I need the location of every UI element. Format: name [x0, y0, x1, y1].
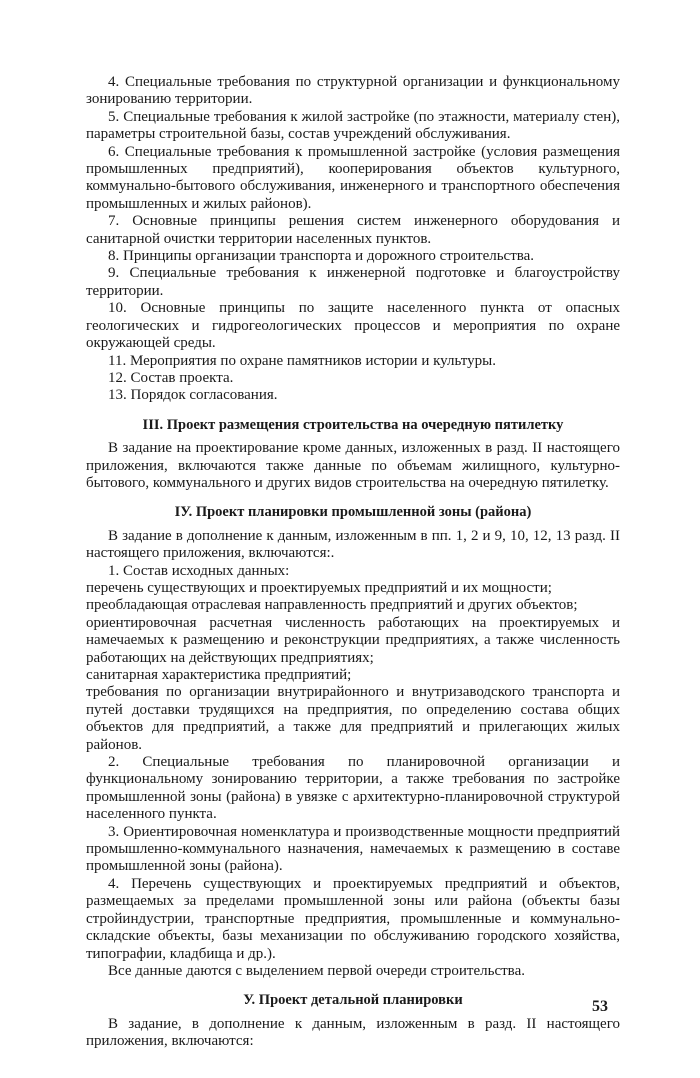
page-body [86, 74, 620, 1051]
section-3-heading: III. Проект размещения строительства на очередную пятилетку [142, 416, 564, 433]
item-10: 10. Основные принципы по защите населенного пункта от опасных геологических и гидрогеологических процессов и мероприятия по охране окружающей среды. [86, 300, 620, 352]
item-8: 8. Принципы организации транспорта и дорожного строительства. [108, 248, 535, 265]
section-4-item-3: 3. Ориентировочная номенклатура и производственные мощности предприятий промышленно-коммунального назначения, намечаемых к размещению в составе промышленной зоны (района). [86, 823, 620, 875]
item-7: 7. Основные принципы решения систем инженерного оборудования и санитарной очистки территории населенных пунктов. [86, 213, 620, 247]
section-4-final: Все данные даются с выделением первой очереди строительства. [108, 962, 525, 979]
section-5-heading: У. Проект детальной планировки [243, 992, 463, 1009]
section-4-item-1-title: 1. Состав исходных данных: [108, 562, 290, 579]
page-number: 53 [592, 998, 608, 1015]
item-5: 5. Специальные требования к жилой застройке (по этажности, материалу стен), параметры строительной базы, состав учреждений обслуживания. [86, 108, 620, 143]
item-6: 6. Специальные требования к промышленной застройке (условия размещения промышленных предприятий), кооперирования объектов культурного, коммунально-бытового обслуживания, инженерного и транспортного обеспечения промышленных и жилых районов). [86, 143, 620, 212]
section-4-item-1-line: перечень существующих и проектируемых предприятий и их мощности; [86, 579, 552, 596]
item-11: 11. Мероприятия по охране памятников истории и культуры. [108, 352, 496, 369]
item-13: 13. Порядок согласования. [108, 387, 278, 404]
item-4: 4. Специальные требования по структурной организации и функциональному зонированию территории. [86, 74, 620, 108]
section-4-item-1-line: преобладающая отраслевая направленность предприятий и других объектов; [86, 597, 578, 614]
section-4-item-2: 2. Специальные требования по планировочной организации и функциональному зонированию территории, а также требования по застройке промышленной зоны (района) в увязке с архитектурно-планировочной структурой населенного пункта. [86, 754, 620, 823]
section-4-item-1-line: санитарная характеристика предприятий; [86, 667, 352, 683]
item-12: 12. Состав проекта. [108, 369, 234, 386]
section-4-item-1-line: требования по организации внутрирайонного и внутризаводского транспорта и путей доставки трудящихся на предприятия, по определению состава общих объектов для предприятий, а также для предприятий и прилегающих жилых районов. [86, 684, 620, 753]
section-4-heading: IУ. Проект планировки промышленной зоны (района) [174, 504, 532, 521]
section-4-item-1-line: ориентировочная расчетная численность работающих на проектируемых и намечаемых к размещению и реконструкции предприятиях, а также численность работающих на действующих предприятиях; [86, 614, 620, 666]
section-5-text: В задание, в дополнение к данным, изложенным в разд. II настоящего приложения, включаются: [86, 1015, 620, 1050]
item-9: 9. Специальные требования к инженерной подготовке и благоустройству территории. [86, 265, 620, 299]
section-4-item-4: 4. Перечень существующих и проектируемых предприятий и объектов, размещаемых за пределами промышленной зоны или района (объекты базы стройиндустрии, транспортные предприятия, промышленные и коммунально-складские объекты, базы механизации по обслуживанию городского хозяйства, типографии, кладбища и др.). [86, 875, 620, 962]
section-4-intro: В задание в дополнение к данным, изложенным в пп. 1, 2 и 9, 10, 12, 13 разд. II настоящего приложения, включаются:. [86, 527, 620, 562]
section-3-text: В задание на проектирование кроме данных, изложенных в разд. II настоящего приложения, включаются также данные по объемам жилищного, культурно-бытового, коммунального и других видов строительства на очередную пятилетку. [86, 440, 620, 491]
